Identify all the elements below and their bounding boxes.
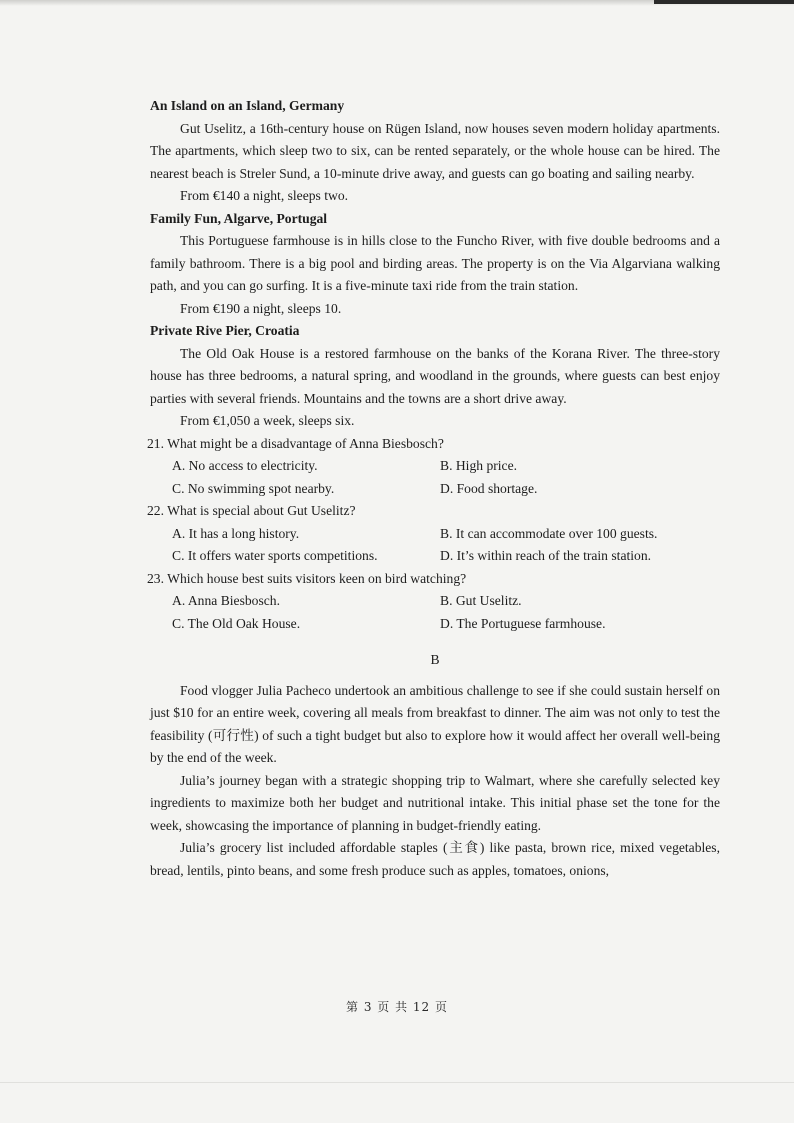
option-a: A. Anna Biesbosch. (172, 593, 280, 608)
part-label: B (430, 652, 440, 667)
question-number: 21. (147, 435, 164, 451)
option-d: D. Food shortage. (440, 480, 538, 496)
section-price: From €140 a night, sleeps two. (180, 188, 349, 203)
option-a: A. It has a long history. (172, 525, 300, 541)
question-number: 22. (147, 503, 164, 518)
section-body: The Old Oak House is a restored farmhouse on the banks of the Korana River. The three-story house has three bedrooms, a natural spring, and woodland in the grounds, where guests can best enjoy parties with several friends. Mountains and the towns are a short drive away. (150, 345, 720, 406)
section-body: This Portuguese farmhouse is in hills close to the Funcho River, with five double bedrooms and a family bathroom. There is a big pool and birding areas. The property is on the Via Algarviana walking path, and you can go surfing. It is a five-minute taxi ride from the train station. (150, 233, 720, 293)
question-21 (147, 433, 717, 456)
option-c: C. It offers water sports competitions. (172, 548, 378, 563)
scan-edge (0, 1082, 794, 1083)
option-d: D. It’s within reach of the train station. (440, 548, 652, 563)
scan-mark (654, 0, 794, 4)
question-23 (147, 568, 717, 591)
option-b: B. Gut Uselitz. (440, 593, 522, 608)
question-text: Which house best suits visitors keen on bird watching? (167, 570, 467, 586)
question-number: 23. (147, 570, 164, 586)
section-price: From €190 a night, sleeps 10. (180, 300, 342, 316)
option-c: C. The Old Oak House. (172, 615, 301, 631)
page-footer: 第 3 页 共 12 页 (346, 1000, 448, 1014)
section-title: Family Fun, Algarve, Portugal (150, 210, 328, 226)
answer-options (150, 523, 720, 568)
question-text: What might be a disadvantage of Anna Biesbosch? (167, 435, 444, 451)
option-b: B. High price. (440, 458, 518, 473)
question-22 (147, 500, 717, 523)
question-text: What is special about Gut Uselitz? (167, 503, 356, 518)
option-c: C. No swimming spot nearby. (172, 480, 335, 496)
section-price: From €1,050 a week, sleeps six. (180, 413, 355, 428)
passage-paragraph: Julia’s journey began with a strategic shopping trip to Walmart, where she carefully selected key ingredients to maximize both her budget and nutritional intake. This initial phase set the tone for the week, showcasing the importance of planning in budget-friendly eating. (150, 772, 720, 833)
option-b: B. It can accommodate over 100 guests. (440, 525, 658, 541)
passage-paragraph: Food vlogger Julia Pacheco undertook an ambitious challenge to see if she could sustain herself on just $10 for an entire week, covering all meals from breakfast to dinner. The aim was not only to test the feasibility (可行性) of such a tight budget but also to explore how it would affect her overall well-being by the end of the week. (150, 682, 720, 765)
section-body: Gut Uselitz, a 16th-century house on Rügen Island, now houses seven modern holiday apartments. The apartments, which sleep two to six, can be rented separately, or the whole house can be hired. The nearest beach is Streler Sund, a 10-minute drive away, and guests can go boating and sailing nearby. (150, 120, 720, 181)
section-title: An Island on an Island, Germany (150, 98, 345, 113)
answer-options (150, 590, 720, 635)
option-d: D. The Portuguese farmhouse. (440, 615, 606, 631)
passage-paragraph: Julia’s grocery list included affordable staples (主食) like pasta, brown rice, mixed vegetables, bread, lentils, pinto beans, and some fresh produce such as apples, tomatoes, onions, (150, 840, 720, 878)
section-title: Private Rive Pier, Croatia (150, 323, 300, 338)
option-a: A. No access to electricity. (172, 458, 318, 473)
exam-page (147, 95, 720, 882)
answer-options (150, 455, 720, 500)
